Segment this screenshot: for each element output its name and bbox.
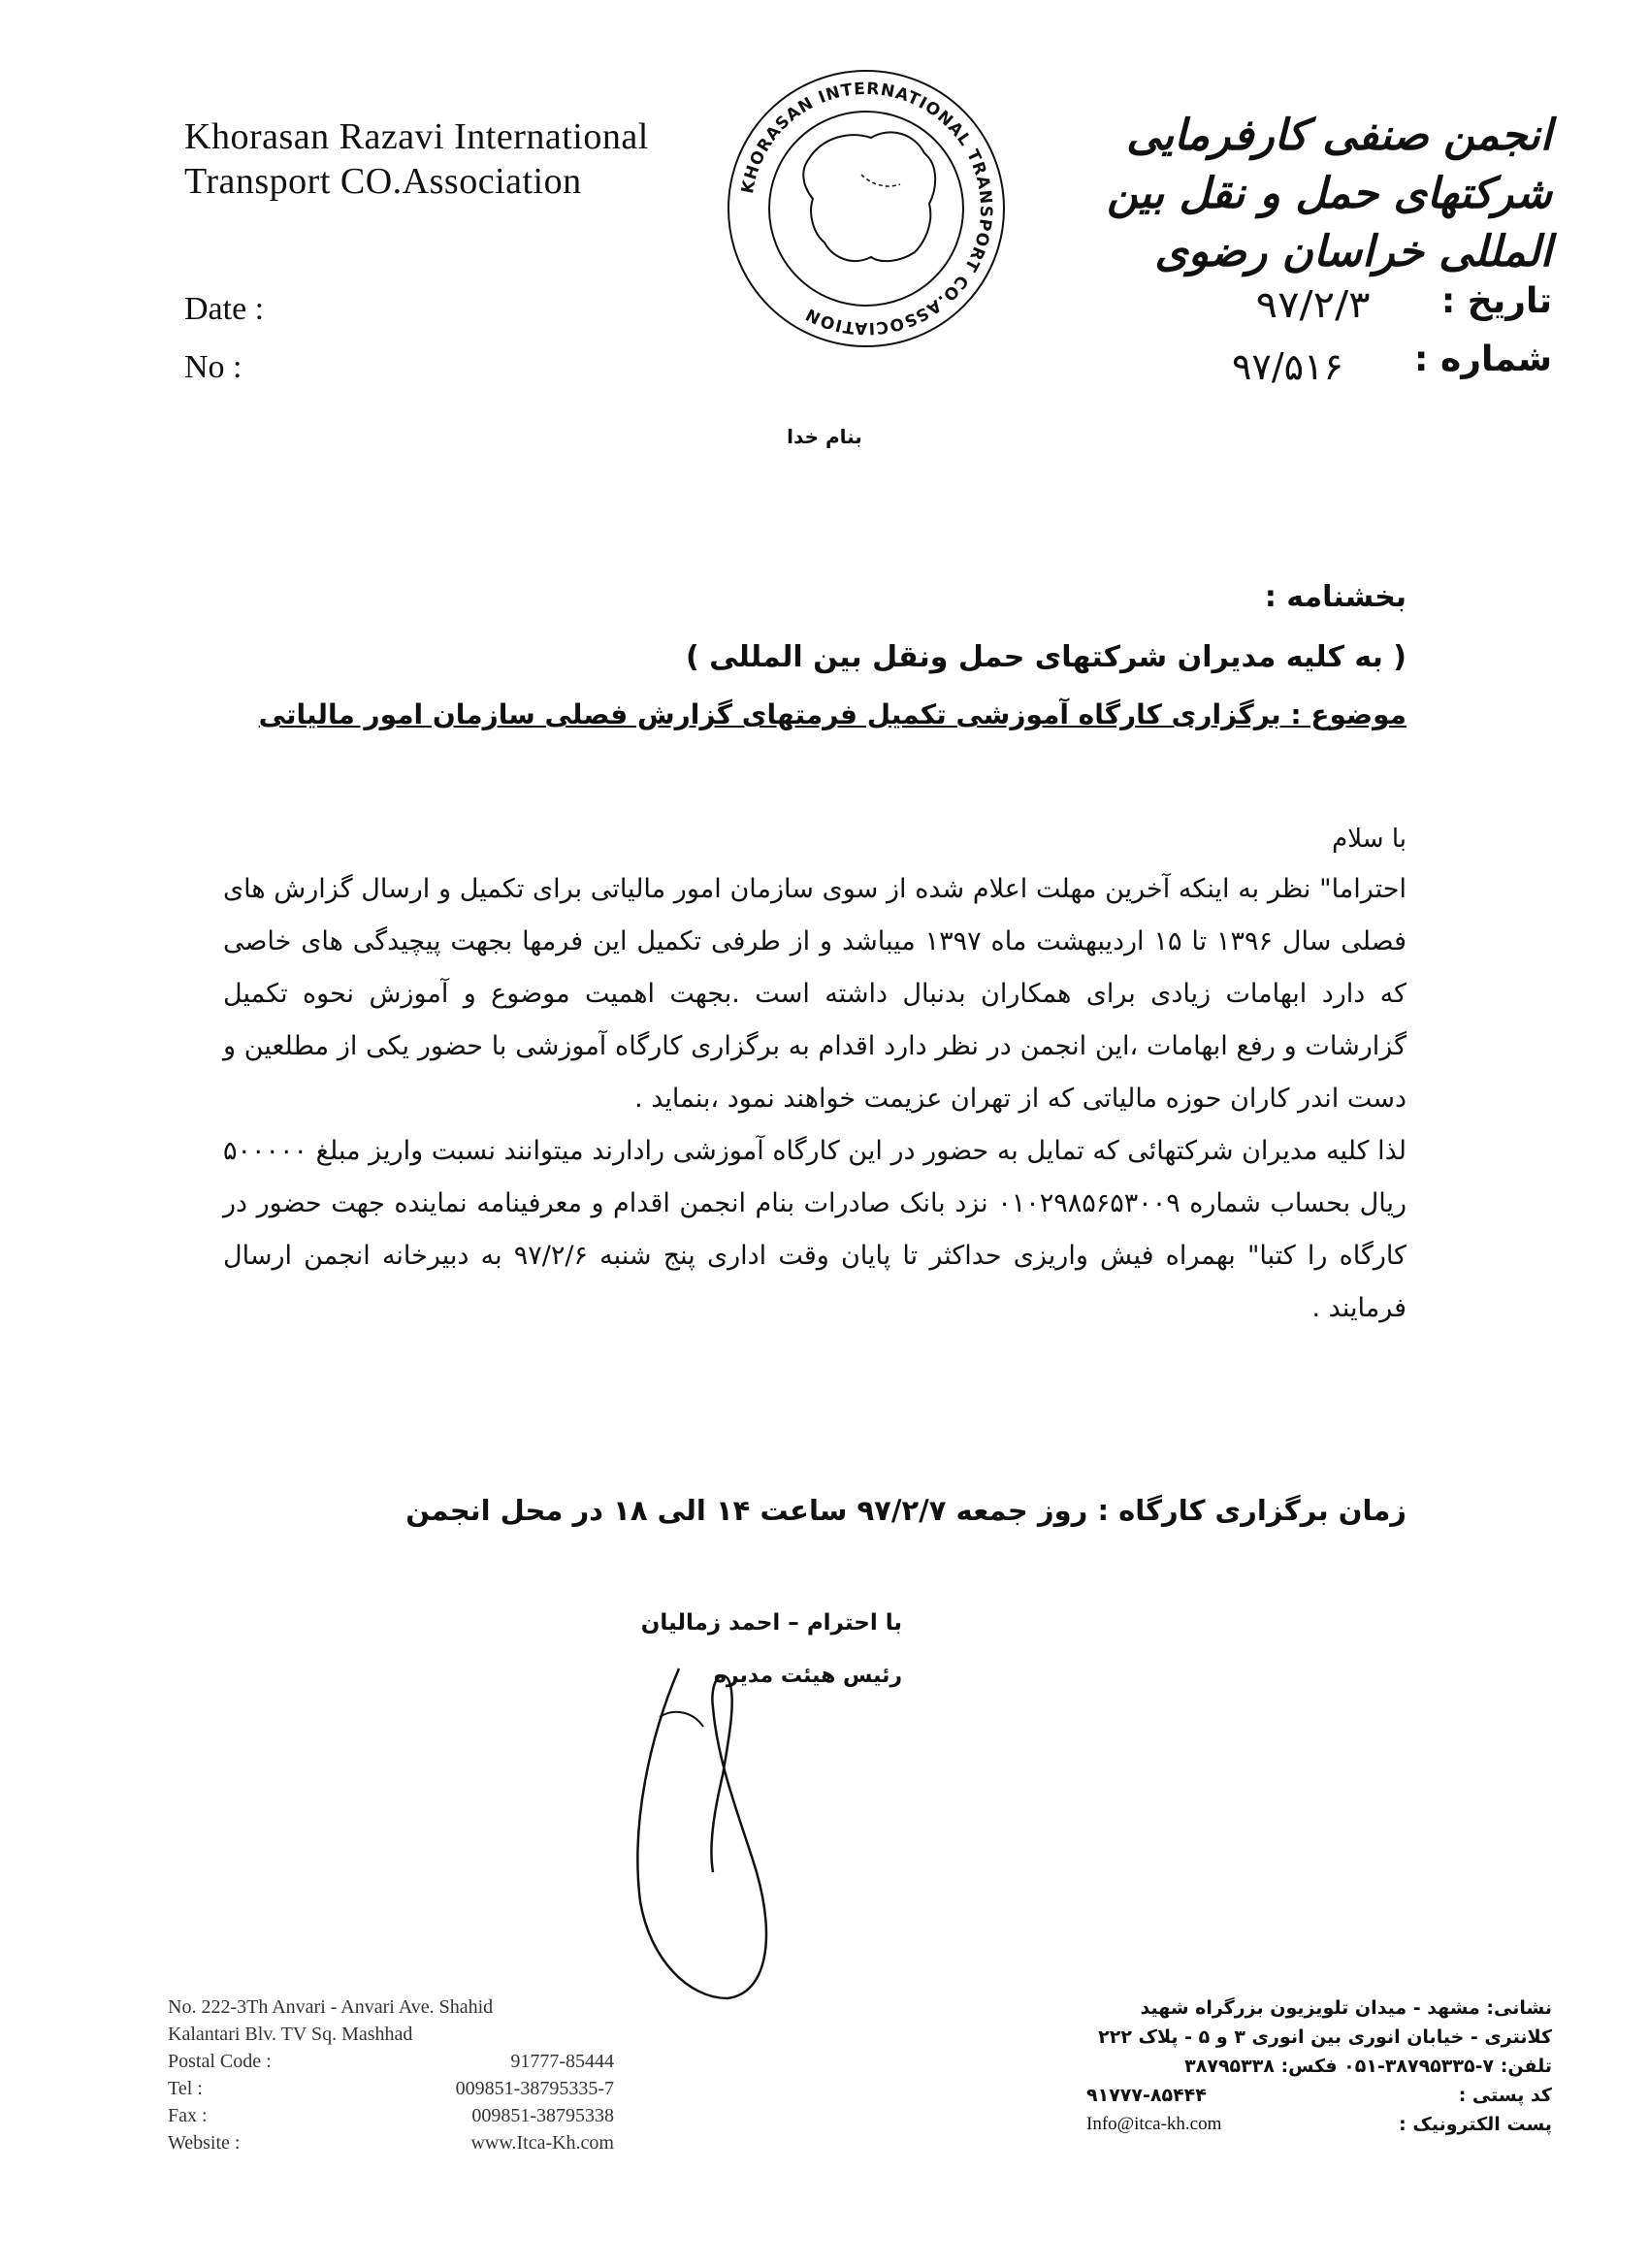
tel-value-en: 009851-38795335-7 — [455, 2078, 614, 2099]
email-label-fa: پست الکترونیک : — [1399, 2114, 1552, 2135]
footer-address-line2-en: Kalantari Blv. TV Sq. Mashhad — [168, 2024, 413, 2045]
basmala: بنام خدا — [787, 425, 862, 448]
postal-label-en: Postal Code : — [168, 2051, 272, 2072]
tel-label-en: Tel : — [168, 2078, 203, 2099]
subject-line: موضوع : برگزاری کارگاه آموزشی تکمیل فرمتهای گزارش فصلی سازمان امور مالیاتی — [258, 698, 1406, 730]
circular-label: بخشنامه : — [1264, 580, 1406, 614]
footer-postal-row-fa — [1086, 2081, 1552, 2110]
fax-label-en: Fax : — [168, 2105, 208, 2126]
org-name-en — [184, 114, 728, 204]
footer-address-line1-en: No. 222-3Th Anvari - Anvari Ave. Shahid — [168, 1996, 494, 2018]
no-label-fa: شماره : — [1414, 340, 1552, 379]
closing-line: با احترام – احمد زمالیان — [640, 1610, 902, 1636]
website-value-en: www.Itca-Kh.com — [470, 2132, 614, 2154]
svg-text:KHORASAN INTERNATIONAL TRANSPO — [738, 80, 995, 338]
org-name-en-line2: Transport CO.Association — [184, 161, 582, 202]
body-paragraph-1: احتراما" نظر به اینکه آخرین مهلت اعلام شده از سوی سازمان امور مالیاتی برای تکمیل و ارسال گزارش های فصلی سال ۱۳۹۶ تا ۱۵ اردیبهشت ماه ۱۳۹۷ میباشد و از طرفی تکمیل این فرمها بجهت پیچیدگی های خاصی که دارد ابهامات زیادی برای همکاران بدنبال داشته است .بجهت اهمیت موضوع و آموزش نحوه تکمیل گزارشات و رفع ابهامات ،این انجمن در نظر دارد اقدام به برگزاری کارگاه آموزشی با حضور یکی از مطلعین و دست اندر کاران حوزه مالیاتی که از تهران عزیمت خواهند نمود ،بنماید . — [223, 874, 1406, 1114]
letter-body — [223, 863, 1406, 1335]
association-emblem — [716, 58, 1017, 359]
postal-label-fa: کد پستی : — [1458, 2085, 1552, 2106]
date-label-fa: تاریخ : — [1440, 281, 1552, 321]
footer-address-line1-fa: نشانی: مشهد - میدان تلویزیون بزرگراه شهید — [1140, 1997, 1552, 2019]
footer-phone-line-fa: تلفن: ۷-۳۸۷۹۵۳۳۵-۰۵۱ فکس: ۳۸۷۹۵۳۳۸ — [1184, 2056, 1552, 2077]
footer-tel-row-en — [168, 2075, 614, 2102]
footer-fax-row-en — [168, 2102, 614, 2129]
recipients-line: ( به کلیه مدیران شرکتهای حمل ونقل بین المللی ) — [686, 640, 1406, 674]
salutation: با سلام — [1332, 825, 1406, 854]
email-value: Info@itca-kh.com — [1086, 2114, 1222, 2134]
footer-website-row-en — [168, 2129, 614, 2156]
workshop-schedule: زمان برگزاری کارگاه : روز جمعه ۹۷/۲/۷ ساعت ۱۴ الی ۱۸ در محل انجمن — [405, 1494, 1406, 1527]
footer-address-line2-fa: کلانتری - خیابان انوری بین انوری ۳ و ۵ - پلاک ۲۲۲ — [1098, 2026, 1552, 2048]
no-label-en: No : — [184, 349, 242, 385]
body-paragraph-2: لذا کلیه مدیران شرکتهائی که تمایل به حضور در این کارگاه آموزشی رادارند میتوانند نسبت واریز مبلغ ۵۰۰۰۰۰ ریال بحساب شماره ۰۱۰۲۹۸۵۶۵۳۰۰۹ نزد بانک صادرات بنام انجمن اقدام و معرفینامه نماینده جهت حضور در کارگاه را کتبا" بهمراه فیش واریزی حداکثر تا پایان وقت اداری پنج شنبه ۹۷/۲/۶ به دبیرخانه انجمن ارسال فرمایند . — [223, 1136, 1406, 1323]
handwritten-signature — [621, 1649, 786, 2018]
emblem-ring-text: KHORASAN INTERNATIONAL TRANSPORT CO.ASSOCIATION — [737, 79, 996, 339]
postal-value-en: 91777-85444 — [510, 2051, 614, 2072]
date-label-en: Date : — [184, 291, 265, 327]
footer-postal-row-en — [168, 2048, 614, 2075]
date-value: ۹۷/۲/۳ — [1255, 283, 1371, 326]
signer-title: رئیس هیئت مدیره — [713, 1664, 902, 1688]
fax-value-en: 009851-38795338 — [471, 2105, 614, 2126]
iran-map-icon — [803, 132, 935, 261]
footer-email-row-fa — [1086, 2110, 1552, 2139]
postal-value-fa: ۹۱۷۷۷-۸۵۴۴۴ — [1086, 2085, 1207, 2106]
letter-number-value: ۹۷/۵۱۶ — [1232, 345, 1343, 388]
website-label-en: Website : — [168, 2132, 241, 2154]
footer-contact-en — [168, 1993, 614, 2156]
org-name-fa: انجمن صنفی کارفرمایی شرکتهای حمل و نقل بین المللی خراسان رضوی — [1107, 111, 1552, 276]
footer-contact-fa — [1086, 1993, 1552, 2139]
org-name-en-line1: Khorasan Razavi International — [184, 116, 649, 157]
